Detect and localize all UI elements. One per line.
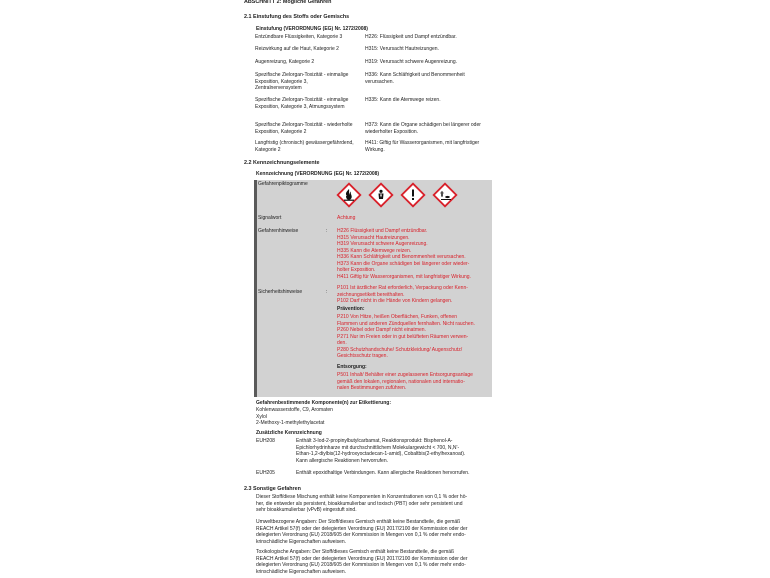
list-item: Kohlenwasserstoffe, C9, Aromaten bbox=[256, 407, 333, 413]
classification-row bbox=[255, 72, 500, 92]
s23-heading: 2.3 Sonstige Gefahren bbox=[244, 486, 301, 492]
components-label: Gefahrenbestimmende Komponente(n) zur Etikettierung: bbox=[256, 400, 392, 406]
additional-label: Zusätzliche Kennzeichnung bbox=[256, 430, 322, 436]
list-item: P210 Von Hitze, heißen Oberflächen, Funken, offenen bbox=[337, 314, 457, 320]
label-elements-bar bbox=[254, 180, 257, 397]
row-right: H319: Verursacht schwere Augenreizung. bbox=[365, 59, 457, 65]
row-left: Entzündbare Flüssigkeiten, Kategorie 3 bbox=[255, 34, 343, 40]
euh205-text: Enthält epoxidhaltige Verbindungen. Kann allergische Reaktionen hervorrufen. bbox=[296, 470, 470, 476]
signal-label: Signalwort bbox=[258, 215, 282, 221]
list-item: H335 Kann die Atemwege reizen. bbox=[337, 247, 412, 254]
text-line: krinschädliche Eigenschaften aufweisen. bbox=[256, 568, 347, 575]
list-item: Enthält 3-Iod-2-propinylbutylcarbamat, Reaktionsprodukt: Bisphenol-A- bbox=[296, 438, 453, 444]
row-right: H226: Flüssigkeit und Dampf entzündbar. bbox=[365, 34, 457, 40]
flame-icon bbox=[336, 182, 362, 208]
pictograms-label: Gefahrenpiktogramme bbox=[258, 181, 308, 187]
s22-heading: 2.2 Kennzeichnungselemente bbox=[244, 160, 320, 166]
row-left: Spezifische Zielorgan-Toxizität - einmalige Exposition, Kategorie 3, Zentralnervensystem bbox=[255, 72, 349, 91]
s21-subheading: Einstufung (VERORDNUNG (EG) Nr. 1272/2008) bbox=[256, 26, 368, 32]
list-item: Gesichtsschutz tragen. bbox=[337, 353, 388, 359]
row-left: Augenreizung, Kategorie 2 bbox=[255, 59, 315, 65]
row-right: H315: Verursacht Hautreizungen. bbox=[365, 46, 439, 52]
classification-row bbox=[255, 122, 500, 136]
list-item: 2-Methoxy-1-methylethylacetat bbox=[256, 420, 325, 426]
components-list bbox=[256, 407, 333, 427]
text-line: REACH Artikel 57(f) oder der delegierten Verordnung (EU) 2017/2100 der Kommission oder der bbox=[256, 525, 468, 532]
s23-paragraph-2 bbox=[256, 519, 468, 545]
text-line: delegierten Verordnung (EU) 2018/605 der Kommission in Mengen von 0,1 % oder mehr endo- bbox=[256, 532, 466, 538]
list-item: P101 Ist ärztlicher Rat erforderlich, Verpackung oder Kenn- bbox=[337, 285, 468, 291]
list-item: Epichlorhydrinharze mit durchschnittlichem Molekulargewicht < 700, N,N'- bbox=[296, 444, 460, 451]
euh205-code: EUH205 bbox=[256, 470, 275, 476]
list-item: P280 Schutzhandschuhe/ Schutzkleidung/ Augenschutz/ bbox=[337, 346, 463, 353]
row-right: H373: Kann die Organe schädigen bei längerer oder wiederholter Exposition. bbox=[365, 122, 481, 135]
s23-paragraph-3 bbox=[256, 549, 468, 575]
precautionary-disposal bbox=[337, 372, 473, 392]
list-item: nalen Bestimmungen zuführen. bbox=[337, 385, 407, 391]
row-right: H336: Kann Schläfrigkeit und Benommenheit verursachen. bbox=[365, 72, 465, 85]
row-left: Langfristig (chronisch) gewässergefährdend, Kategorie 2 bbox=[255, 140, 354, 153]
list-item: Xylol bbox=[256, 413, 267, 420]
row-left: Spezifische Zielorgan-Toxizität - einmalige Exposition, Kategorie 3, Atmungssystem bbox=[255, 97, 349, 110]
row-left: Spezifische Zielorgan-Toxizität - wiederholte Exposition, Kategorie 2 bbox=[255, 122, 353, 135]
list-item: P271 Nur im Freien oder in gut belüfteten Räumen verwen- bbox=[337, 333, 469, 340]
classification-row bbox=[255, 140, 500, 154]
precautionary-label: Sicherheitshinweise bbox=[258, 289, 303, 295]
list-item: H373 Kann die Organe schädigen bei längerer oder wieder- bbox=[337, 260, 470, 267]
document-page: ABSCHNITT 2: Mögliche Gefahren 2.1 Einstufung des Stoffs oder Gemischs Einstufung (VERORDNUNG (EG) Nr. 1272/2008) Entzündbare Flüssigkeiten, Kategorie 3 H226: Flüssigkeit und Dampf entzündbar. Reizwirkung auf die Haut, Kategorie 2 H315: Verursacht Hautreizungen. Augenreizung, Kategorie 2 H319: Verursacht schwere Augenreizung. Spezifische Zielorgan-Toxizität - einmalige Exposition, Kategorie 3, Zentralnervensystem H336: Kann Schläfrigkeit und Benommenheit verursachen. Spezifische Zielorgan-Toxizität - einmalige Exposition, Kategorie 3, Atmungssystem H335: Kann die Atemwege reizen. Spezifische Zielorgan-Toxizität - wiederholte Exposition, Kategorie 2 H373: Kann die Organe schädigen bei längerer oder wiederholter Exposition. Langfristig (chronisch) gewässergefährdend, Kategorie 2 H411: Giftig für Wasserorganismen, mit langfristiger Wirkung. 2.2 Kennzeichnungselemente Kennzeichnung (VERORDNUNG (EG) Nr. 1272/2008) Gefahrenpiktogramme Signalwort Achtung Gefahrenhinweise : H226 Flüssigkeit und Dampf entzündbar. H315 Verursacht Hautreizungen. H319 Verursacht schwere Augenreizung. H335 Kann die Atemwege reizen. H336 Kann Schläfrigkeit und Benommenheit verursachen. H373 Kann die Organe schädigen bei längerer oder wieder- holter Exposition. H411 Giftig für Wasserorganismen, mit langfristiger Wirkung. Sicherheitshinweise : P101 Ist ärztlicher Rat erforderlich, Verpackung oder Kenn- zeichnungsetikett bereithalten. P102 Darf nicht in die Hände von Kindern gelangen. Prävention: P210 Von Hitze, heißen Oberflächen, Funken, offenen Flammen und anderen Zündquellen fernhalten. Nicht rauchen. P260 Nebel oder Dampf nicht einatmen. P271 Nur im Freien oder in gut belüfteten Räumen verwen- den. P280 Schutzhandschuhe/ Schutzkleidung/ Augenschutz/ Gesichtsschutz tragen. Entsorgung: P501 Inhalt/ Behälter einer zugelassenen Entsorgungsanlage gemäß den lokalen, regionalen, nationalen und internatio- nalen Bestimmungen zuführen. Gefahrenbestimmende Komponente(n) zur Etikettierung: Kohlenwasserstoffe, C9, Aromaten Xylol 2-Methoxy-1-methylethylacetat Zusätzliche Kennzeichnung EUH208 Enthält 3-Iod-2-propinylbutylcarbamat, Reaktionsprodukt: Bisphenol-A- Epichlorhydrinharze mit durchschnittlichem Molekulargewicht < 700, N,N'- Ethan-1,2-diylbis(12-hydroxyoctadecan-1-amid), Cobaltbis(2-ethylhexanoat). Kann allergische Reaktionen hervorrufen. EUH205 Enthält epoxidhaltige Verbindungen. Kann allergische Reaktionen hervorrufen. 2.3 Sonstige Gefahren Dieser Stoff/diese Mischung enthält keine Komponenten in Konzentrationen von 0,1 % oder hö- her, die entweder als persistent, bioakkumulierbar und toxisch (PBT) oder sehr persistent und sehr bioakkumulierbar (vPvB) eingestuft sind. Umweltbezogene Angaben: Der Stoff/dieses Gemisch enthält keine Bestandteile, die gemäß REACH Artikel 57(f) oder der delegierten Verordnung (EU) 2017/2100 der Kommission oder der delegierten Verordnung (EU) 2018/605 der Kommission in Mengen von 0,1 % oder mehr endo- krinschädliche Eigenschaften aufweisen. Toxikologische Angaben: Der Stoff/dieses Gemisch enthält keine Bestandteile, die gemäß REACH Artikel 57(f) oder der delegierten Verordnung (EU) 2017/2100 der Kommission oder der delegierten Verordnung (EU) 2018/605 der Kommission in Mengen von 0,1 % oder mehr endo- krinschädliche Eigenschaften aufweisen. bbox=[0, 0, 770, 578]
list-item: Flammen und anderen Zündquellen fernhalten. Nicht rauchen. bbox=[337, 320, 475, 327]
list-item: Ethan-1,2-diylbis(12-hydroxyoctadecan-1-amid), Cobaltbis(2-ethylhexanoat). bbox=[296, 451, 466, 457]
text-line: delegierten Verordnung (EU) 2018/605 der Kommission in Mengen von 0,1 % oder mehr endo- bbox=[256, 562, 466, 568]
hazard-statements-label: Gefahrenhinweise bbox=[258, 228, 299, 234]
list-item: H319 Verursacht schwere Augenreizung. bbox=[337, 241, 428, 247]
disposal-label: Entsorgung: bbox=[337, 364, 367, 370]
list-item: P260 Nebel oder Dampf nicht einatmen. bbox=[337, 327, 426, 333]
text-line: sehr bioakkumulierbar (vPvB) eingestuft sind. bbox=[256, 507, 357, 513]
precautionary-general bbox=[337, 285, 468, 305]
list-item: H336 Kann Schläfrigkeit und Benommenheit verursachen. bbox=[337, 254, 466, 260]
list-item: H226 Flüssigkeit und Dampf entzündbar. bbox=[337, 228, 428, 234]
list-item: gemäß den lokalen, regionalen, nationalen und internatio- bbox=[337, 378, 465, 385]
text-line: Umweltbezogene Angaben: Der Stoff/dieses Gemisch enthält keine Bestandteile, die gemäß bbox=[256, 519, 461, 525]
euh208-text bbox=[296, 438, 465, 464]
section-title: ABSCHNITT 2: Mögliche Gefahren bbox=[244, 0, 332, 5]
text-line: REACH Artikel 57(f) oder der delegierten Verordnung (EU) 2017/2100 der Kommission oder der bbox=[256, 555, 468, 562]
s23-paragraph-1 bbox=[256, 494, 467, 514]
list-item: holter Exposition. bbox=[337, 267, 376, 273]
classification-row bbox=[255, 97, 500, 117]
list-item: zeichnungsetikett bereithalten. bbox=[337, 291, 405, 298]
row-left: Reizwirkung auf die Haut, Kategorie 2 bbox=[255, 46, 339, 52]
list-item: H315 Verursacht Hautreizungen. bbox=[337, 234, 410, 241]
text-line: Dieser Stoff/diese Mischung enthält keine Komponenten in Konzentrationen von 0,1 % oder hö- bbox=[256, 494, 468, 500]
list-item: P501 Inhalt/ Behälter einer zugelassenen Entsorgungsanlage bbox=[337, 372, 473, 378]
list-item: H411 Giftig für Wasserorganismen, mit langfristiger Wirkung. bbox=[337, 273, 471, 280]
s21-heading: 2.1 Einstufung des Stoffs oder Gemischs bbox=[244, 14, 350, 20]
row-right: H411: Giftig für Wasserorganismen, mit langfristiger Wirkung. bbox=[365, 140, 480, 153]
hazard-statements-list bbox=[337, 228, 471, 280]
health-hazard-icon bbox=[368, 182, 394, 208]
row-right: H335: Kann die Atemwege reizen. bbox=[365, 97, 441, 103]
list-item: den. bbox=[337, 340, 347, 346]
text-line: Toxikologische Angaben: Der Stoff/dieses Gemisch enthält keine Bestandteile, die gemäß bbox=[256, 549, 455, 555]
list-item: Kann allergische Reaktionen hervorrufen. bbox=[296, 457, 388, 464]
s22-subheading: Kennzeichnung (VERORDNUNG (EG) Nr. 1272/2008) bbox=[256, 171, 380, 177]
prevention-label: Prävention: bbox=[337, 306, 365, 312]
exclamation-icon bbox=[400, 182, 426, 208]
signal-value: Achtung bbox=[337, 215, 356, 221]
precautionary-prevention bbox=[337, 314, 475, 360]
environment-icon bbox=[432, 182, 458, 208]
text-line: her, die entweder als persistent, bioakkumulierbar und toxisch (PBT) oder sehr persistent und bbox=[256, 500, 463, 507]
list-item: P102 Darf nicht in die Hände von Kindern gelangen. bbox=[337, 298, 453, 304]
euh208-code: EUH208 bbox=[256, 438, 275, 444]
text-line: krinschädliche Eigenschaften aufweisen. bbox=[256, 538, 347, 545]
